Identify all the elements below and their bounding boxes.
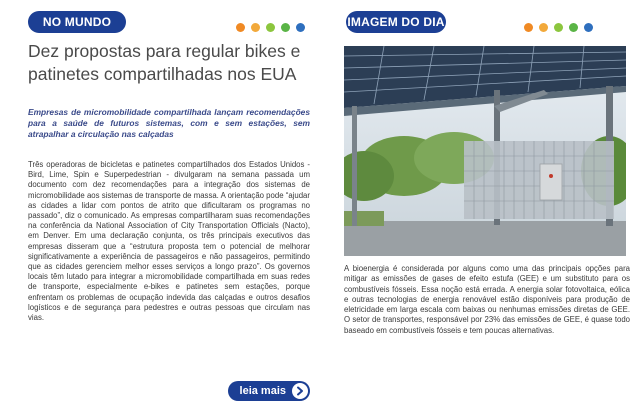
image-of-the-day-column [338,0,641,411]
decorative-dots [524,23,593,32]
dot-green [569,23,578,32]
dot-blue [584,23,593,32]
article-body: Três operadoras de bicicletas e patinetes compartilhados dos Estados Unidos - Bird, Lime, Spin e Superpedestrian - divulgaram na semana passada um documento com dez recomendações para a integração dos sistemas de micromobilidade aos sistemas de transporte de massa. A orientação pode “ajudar as cidades a lidar com pontos de atrito que dificultaram os programas no passado”, diz o comunicado. As empresas compartilharam suas recomendações na conferência da National Association of City Transportation Officials (Nacto), em Denver. Em uma declaração conjunta, os três principais executivos das empresas disseram que a “estrutura proposta tem o potencial de melhorar significativamente a experiência de passageiros e não passageiros, permitindo que as cidades gerenciem melhor esses serviços a longo prazo”. Os governos locais têm lutado para integrar a micromobilidade compartilhada em suas redes de transporte, especialmente e-bikes e patinetes sem estações, porque enfrentam os problemas de ocupação indevida das calçadas e outros desafios logísticos e de segurança para pedestres e outras pessoas que circulam nas vias. [28,160,310,323]
dot-lime [266,23,275,32]
article-lede: Empresas de micromobilidade compartilhada lançam recomendações para a saúde de futuros sistemas, com e sem estações, sem atrapalhar a circulação nas calçadas [28,107,310,139]
dot-amber [539,23,548,32]
section-tag-no-mundo: NO MUNDO [28,11,126,33]
read-more-label: leia mais [239,385,286,397]
section-tag-imagem-do-dia: IMAGEM DO DIA [346,11,446,33]
dot-green [281,23,290,32]
article-headline: Dez propostas para regular bikes e patinetes compartilhadas nos EUA [28,41,301,84]
dot-lime [554,23,563,32]
read-more-button[interactable] [228,381,310,401]
solar-carport-photo [344,46,626,256]
dot-orange [236,23,245,32]
dot-amber [251,23,260,32]
dot-blue [296,23,305,32]
chevron-right-icon [292,383,308,399]
decorative-dots [236,23,305,32]
image-caption: A bioenergia é considerada por alguns como uma das principais opções para mitigar as emissões de gases de efeito estufa (GEE) e um substituto para os combustíveis fósseis. Essa noção está errada. A energia solar fotovoltaica, eólica e outras tecnologias de energia renovável estão disponíveis para produção de eletricidade em larga escala com baixas ou nenhumas emissões diretas de GEE. O setor de transportes, responsável por 23% das emissões de GEE, é quase todo baseado em combustíveis fósseis e tem poucas alternativas. [344,264,630,335]
dot-orange [524,23,533,32]
